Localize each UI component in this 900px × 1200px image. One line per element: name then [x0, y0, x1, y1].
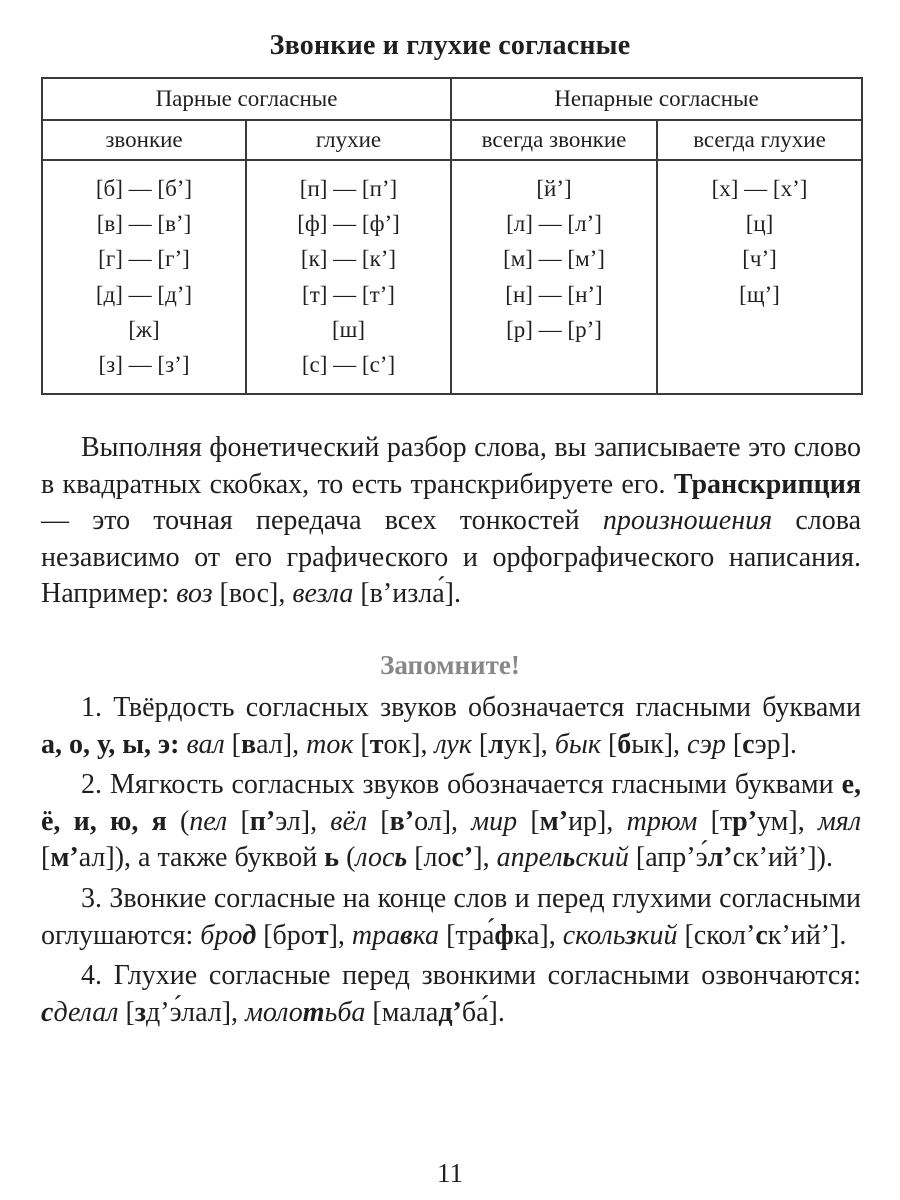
group-header-paired: Парные согласные [42, 78, 451, 120]
example-word: везла [292, 578, 354, 610]
table-cell: [ч’] [742, 246, 777, 272]
rule-2: 2. Мягкость согласных звуков обозначается гласными буквами е, ё, и, ю, я (пел [п’эл], вёл [в’ол], мир [м’ир], трюм [тр’ум], мял [м’ал]), а также буквой ь (лось [лос’], апрельский [апр’э́л’ск’ий’]). [41, 769, 862, 874]
table-cell: [п] — [п’] [299, 176, 398, 201]
table-cell: [т] — [т’] [302, 281, 395, 307]
column-voiced [42, 160, 246, 394]
table-cell: [ш] [331, 316, 366, 342]
table-cell: [ф] — [ф’] [297, 211, 400, 237]
consonants-table [41, 77, 863, 395]
page-number: 11 [437, 1158, 463, 1188]
table-cell: [б] — [б’] [95, 176, 193, 201]
table-cell: [х] — [х’] [711, 176, 808, 201]
column-header-always-voiceless: всегда глухие [657, 120, 862, 160]
table-cell: [з] — [з’] [98, 352, 190, 378]
table-cell: [ц] [745, 211, 774, 237]
table-cell: [л] — [л’] [506, 211, 602, 237]
column-header-always-voiced: всегда звонкие [451, 120, 657, 160]
table-cell: [с] — [с’] [301, 352, 396, 378]
table-cell: [г] — [г’] [98, 246, 190, 272]
rule-1: 1. Твёрдость согласных звуков обозначается гласными буквами а, о, у, ы, э: вал [вал], ток [ток], лук [лук], бык [бык], сэр [сэр]. [41, 692, 861, 760]
column-header-voiced: звонкие [42, 120, 246, 160]
column-voiceless [246, 160, 451, 394]
term-transcription: Транскрипция [673, 468, 861, 500]
table-cell: [в] — [в’] [96, 211, 192, 237]
column-always-voiced [451, 160, 657, 394]
table-cell: [н] — [н’] [505, 281, 603, 307]
table-cell: [ж] [128, 316, 160, 342]
group-header-unpaired: Непарные согласные [451, 78, 862, 120]
page-title: Звонкие и глухие согласные [269, 30, 631, 61]
column-header-voiceless: глухие [246, 120, 451, 160]
table-cell: [й’] [536, 176, 572, 201]
table-cell: [к] — [к’] [300, 246, 397, 272]
table-cell: [д] — [д’] [95, 281, 193, 307]
intro-paragraph: Выполняя фонетический разбор слова, вы записываете это слово в квадратных скобках, то есть транскрибируете его. Транскрипция — это точная передача всех тонкостей произношения слова независимо от его графического и орфографического написания. Например: воз [вос], везла [в’изла́]. [41, 432, 862, 610]
table-cell: [щ’] [739, 281, 780, 307]
table-cell: [р] — [р’] [506, 316, 602, 342]
example-word: воз [176, 578, 213, 610]
table-cell: [м] — [м’] [503, 246, 605, 272]
rules-list [41, 690, 861, 1035]
column-always-voiceless [657, 160, 862, 394]
remember-heading: Запомните! [380, 650, 520, 680]
rule-4: 4. Глухие согласные перед звонкими согласными озвончаются: сделал [зд’э́лал], молотьба [малад’ба́]. [41, 960, 861, 1028]
rule-3: 3. Звонкие согласные на конце слов и перед глухими согласными оглушаются: брод [брот], травка [тра́фка], скользкий [скол’ск’ий’]. [41, 882, 861, 951]
